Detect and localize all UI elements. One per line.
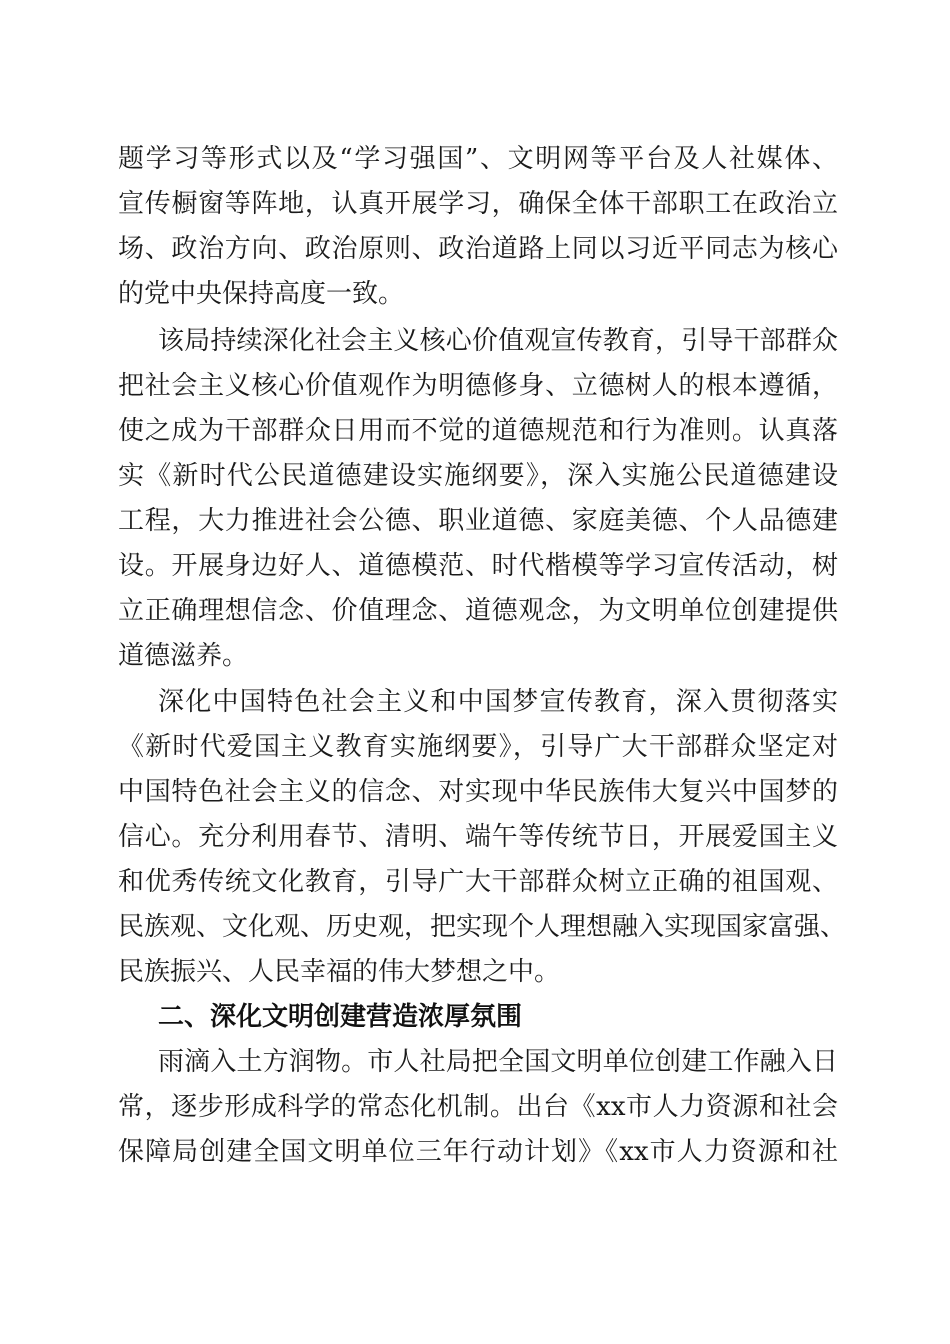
paragraph-4-line-2: 常，逐步形成科学的常态化机制。出台《xx市人力资源和社会 <box>118 1092 838 1122</box>
paragraph-3-line-7: 民族振兴、人民幸福的伟大梦想之中。 <box>118 957 561 987</box>
paragraph-3-line-1: 深化中国特色社会主义和中国梦宣传教育，深入贯彻落实 <box>158 687 838 717</box>
paragraph-1-line-4: 的党中央保持高度一致。 <box>118 279 405 309</box>
paragraph-4-line-3: 保障局创建全国文明单位三年行动计划》《xx市人力资源和社 <box>118 1137 838 1167</box>
paragraph-2-line-5: 工程，大力推进社会公德、职业道德、家庭美德、个人品德建 <box>118 506 838 536</box>
paragraph-1-line-2: 宣传橱窗等阵地，认真开展学习，确保全体干部职工在政治立 <box>118 189 838 219</box>
paragraph-3-line-2: 《新时代爱国主义教育实施纲要》，引导广大干部群众坚定对 <box>118 732 838 762</box>
paragraph-3-line-3: 中国特色社会主义的信念、对实现中华民族伟大复兴中国梦的 <box>118 777 838 807</box>
paragraph-2-line-4: 实《新时代公民道德建设实施纲要》，深入实施公民道德建设 <box>118 461 838 491</box>
paragraph-2-line-3: 使之成为干部群众日用而不觉的道德规范和行为准则。认真落 <box>118 416 838 446</box>
paragraph-3-line-4: 信心。充分利用春节、清明、端午等传统节日，开展爱国主义 <box>118 822 838 852</box>
paragraph-1-line-3: 场、政治方向、政治原则、政治道路上同以习近平同志为核心 <box>118 234 838 264</box>
paragraph-3-line-6: 民族观、文化观、历史观，把实现个人理想融入实现国家富强、 <box>118 912 847 942</box>
paragraph-2-line-8: 道德滋养。 <box>118 641 249 671</box>
paragraph-2-line-6: 设。开展身边好人、道德模范、时代楷模等学习宣传活动，树 <box>118 551 838 581</box>
paragraph-3-line-5: 和优秀传统文化教育，引导广大干部群众树立正确的祖国观、 <box>118 867 838 897</box>
paragraph-1-line-1: 题学习等形式以及“学习强国”、文明网等平台及人社媒体、 <box>118 144 838 174</box>
paragraph-2-line-1: 该局持续深化社会主义核心价值观宣传教育，引导干部群众 <box>158 326 838 356</box>
paragraph-4-line-1: 雨滴入土方润物。市人社局把全国文明单位创建工作融入日 <box>158 1047 838 1077</box>
paragraph-2-line-7: 立正确理想信念、价值理念、道德观念，为文明单位创建提供 <box>118 596 838 626</box>
paragraph-2-line-2: 把社会主义核心价值观作为明德修身、立德树人的根本遵循， <box>118 371 838 401</box>
section-heading: 二、深化文明创建营造浓厚氛围 <box>158 1002 523 1032</box>
